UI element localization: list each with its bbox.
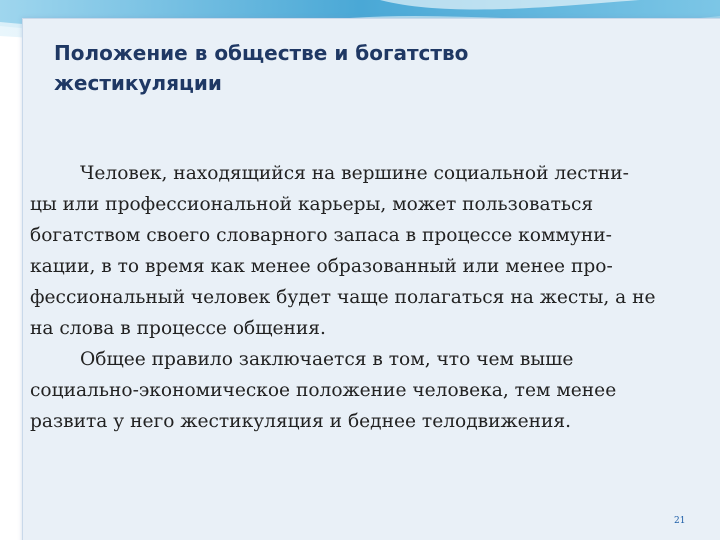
text-line: кации, в то время как менее образованный или менее про-: [30, 256, 613, 277]
body-text: [30, 158, 710, 437]
text-line: богатством своего словарного запаса в процессе коммуни-: [30, 225, 612, 246]
text-line: на слова в процессе общения.: [30, 318, 326, 339]
text-line: социально-экономическое положение человека, тем менее: [30, 380, 617, 401]
title-line: Положение в обществе и богатство: [54, 41, 469, 65]
title-line: жестикуляции: [54, 71, 222, 95]
slide-title: [54, 38, 614, 98]
text-line: Общее правило заключается в том, что чем выше: [80, 349, 574, 370]
text-line: цы или профессиональной карьеры, может пользоваться: [30, 194, 594, 215]
text-line: развита у него жестикуляция и беднее телодвижения.: [30, 411, 572, 432]
paragraph: [30, 158, 710, 344]
page-number: 21: [674, 516, 686, 526]
paragraph: [30, 344, 710, 437]
text-line: фессиональный человек будет чаще полагаться на жесты, а не: [30, 287, 656, 308]
text-line: Человек, находящийся на вершине социальной лестни-: [80, 163, 629, 184]
